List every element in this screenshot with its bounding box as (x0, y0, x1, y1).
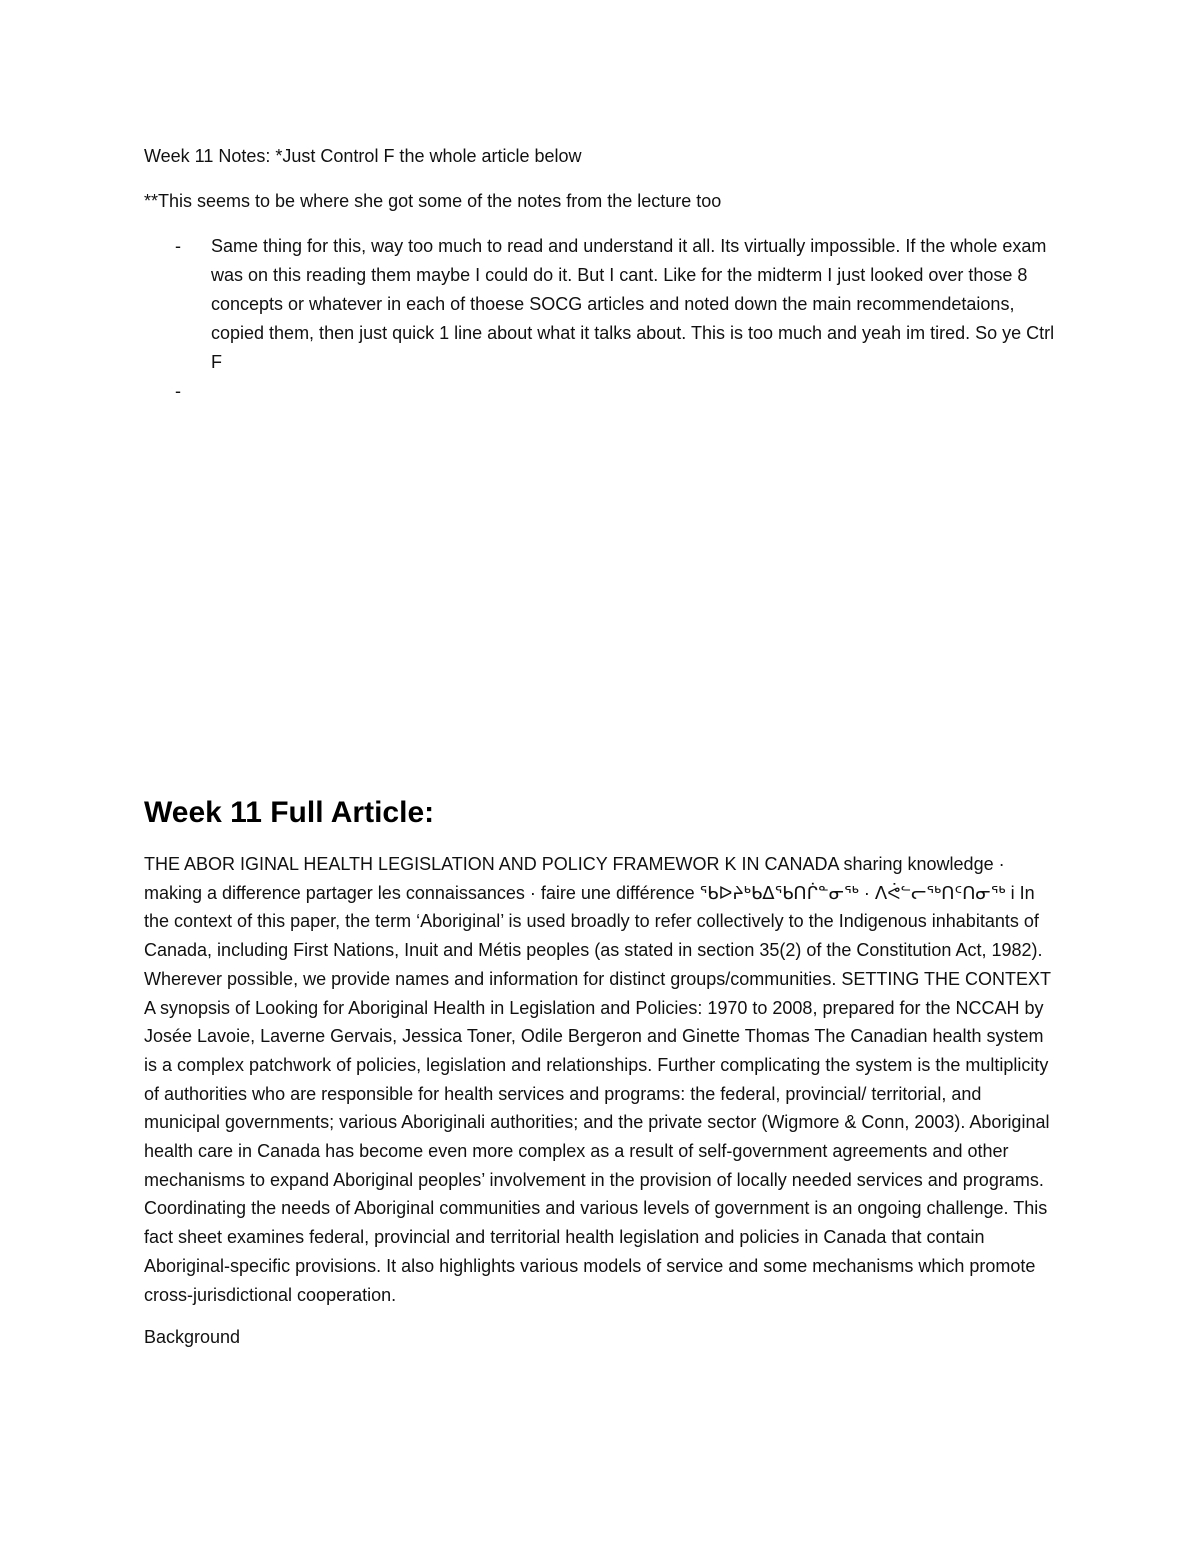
bullet-text: Same thing for this, way too much to read and understand it all. Its virtually impossible. If the whole exam was on this reading them maybe I could do it. But I cant. Like for the midterm I just looked over those 8 concepts or whatever in each of thoese SOCG articles and noted down the main recommendetaions, copied them, then just quick 1 line about what it talks about. This is too much and yeah im tired. So ye Ctrl F (211, 236, 1055, 372)
notes-section (144, 142, 1059, 406)
section-label-background: Background (144, 1327, 241, 1348)
article-body: THE ABOR IGINAL HEALTH LEGISLATION AND POLICY FRAMEWOR K IN CANADA sharing knowledge · making a difference partager les connaissances · faire une différence ᖃᐅᔨᒃᑲᐃᖃᑎᒌᓐᓂᖅ · ᐱᕚᓪᓕᖅᑎᑦᑎᓂᖅ i In the context of this paper, the term ‘Aboriginal’ is used broadly to refer collectively to the Indigenous inhabitants of Canada, including First Nations, Inuit and Métis peoples (as stated in section 35(2) of the Constitution Act, 1982). Wherever possible, we provide names and information for distinct groups/communities. SETTING THE CONTEXT A synopsis of Looking for Aboriginal Health in Legislation and Policies: 1970 to 2008, prepared for the NCCAH by Josée Lavoie, Laverne Gervais, Jessica Toner, Odile Bergeron and Ginette Thomas The Canadian health system is a complex patchwork of policies, legislation and relationships. Further complicating the system is the multiplicity of authorities who are responsible for health services and programs: the federal, provincial/ territorial, and municipal governments; various Aboriginali authorities; and the private sector (Wigmore & Conn, 2003). Aboriginal health care in Canada has become even more complex as a result of self-government agreements and other mechanisms to expand Aboriginal peoples’ involvement in the provision of locally needed services and programs. Coordinating the needs of Aboriginal communities and various levels of government is an ongoing challenge. This fact sheet examines federal, provincial and territorial health legislation and policies in Canada that contain Aboriginal-specific provisions. It also highlights various models of service and some mechanisms which promote cross-jurisdictional cooperation. (144, 854, 1051, 1305)
notes-title-line: Week 11 Notes: *Just Control F the whole article below (144, 146, 582, 166)
notes-subtitle-line: **This seems to be where she got some of the notes from the lecture too (144, 191, 722, 211)
list-item (144, 232, 1059, 377)
list-item (144, 377, 1059, 406)
notes-bullet-list (144, 232, 1059, 406)
bullet-dash: - (175, 236, 181, 256)
article-heading: Week 11 Full Article: (144, 796, 435, 829)
article-section (144, 850, 1059, 1352)
bullet-dash: - (175, 381, 181, 401)
